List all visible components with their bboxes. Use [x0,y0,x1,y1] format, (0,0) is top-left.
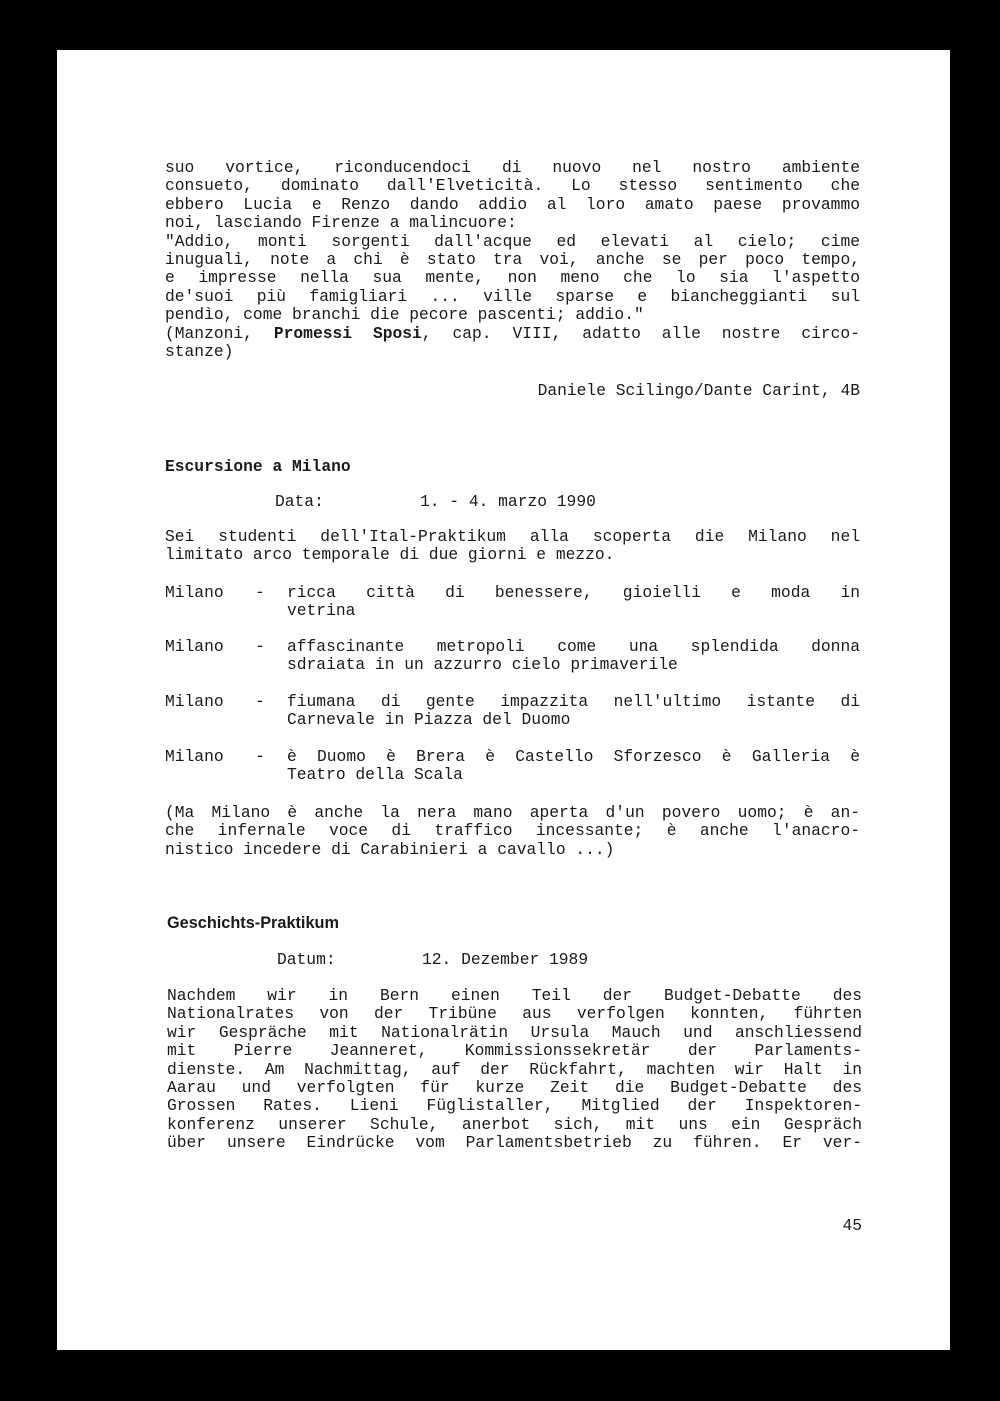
text-line: ebbero Lucia e Renzo dando addio al loro amato paese provammo [165,194,860,214]
text-line: stanze) [165,341,234,361]
author-signature: Daniele Scilingo/Dante Carint, 4B [537,381,860,400]
list-dash: - [255,747,265,766]
text-line: Grossen Rates. Lieni Füglistaller, Mitglied der Inspektoren- [167,1096,862,1116]
list-dash: - [255,692,265,711]
section2-intro [165,528,860,565]
list-text: ricca città di benessere, gioielli e moda in [287,583,860,602]
citation-suffix: , cap. VIII, adatto alle nostre circo- [421,323,860,343]
text-line: e impresse nella sua mente, non meno che lo sia l'aspetto [165,268,860,288]
section-heading: Escursione a Milano [165,457,351,476]
date-value: 12. Dezember 1989 [422,950,589,969]
date-label: Data: [275,492,324,511]
list-text: Carnevale in Piazza del Duomo [287,710,571,730]
text-line: pendìo, come branchi die pecore pascenti; addio." [165,305,644,325]
list-text: vetrina [287,601,356,621]
text-line: (Ma Milano è anche la nera mano aperta d'un povero uomo; è an- [165,803,860,822]
list-text: fiumana di gente impazzita nell'ultimo istante di [287,692,860,711]
list-label: Milano [165,583,224,602]
text-line: über unsere Eindrücke vom Parlamentsbetrieb zu führen. Er ver- [167,1133,862,1153]
citation-line [165,325,860,343]
text-line: noi, lasciando Firenze a malincuore: [165,213,517,233]
page-number: 45 [842,1216,862,1235]
section1-body [165,159,860,361]
text-line: Sei studenti dell'Ital-Praktikum alla scoperta die Milano nel [165,527,860,546]
section2-closing [165,804,860,859]
text-line: limitato arco temporale di due giorni e mezzo. [165,545,615,565]
text-line: Nationalrates von der Tribüne aus verfolgen konnten, führten [167,1004,862,1024]
list-dash: - [255,583,265,602]
text-line: mit Pierre Jeanneret, Kommissionssekretär der Parlaments- [167,1041,862,1061]
list-text: è Duomo è Brera è Castello Sforzesco è Galleria è [287,747,860,766]
text-line: dienste. Am Nachmittag, auf der Rückfahrt, machten wir Halt in [167,1059,862,1079]
text-line: "Addio, monti sorgenti dall'acque ed elevati al cielo; cime [165,231,860,251]
list-label: Milano [165,637,224,656]
list-text: sdraiata in un azzurro cielo primaverile [287,655,678,675]
text-line: Nachdem wir in Bern einen Teil der Budget-Debatte des [167,986,862,1005]
list-label: Milano [165,692,224,711]
list-text: affascinante metropoli come una splendida donna [287,637,860,656]
text-line: inuguali, note a chi è stato tra voi, anche se per poco tempo, [165,249,860,269]
text-line: Aarau und verfolgten für kurze Zeit die Budget-Debatte des [167,1077,862,1097]
date-value: 1. - 4. marzo 1990 [420,492,596,511]
text-line: nistico incedere di Carabinieri a cavallo ...) [165,839,615,859]
text-line: konferenz unserer Schule, anerbot sich, mit uns ein Gespräch [167,1114,862,1134]
section-heading: Geschichts-Praktikum [167,914,339,932]
section3-body [167,987,862,1153]
text-line: che infernale voce di traffico incessante; è anche l'anacro- [165,821,860,841]
text-line: wir Gespräche mit Nationalrätin Ursula Mauch und anschliessend [167,1022,862,1042]
date-label: Datum: [277,950,336,969]
list-label: Milano [165,747,224,766]
list-dash: - [255,637,265,656]
text-line: suo vortice, riconducendoci di nuovo nel nostro ambiente [165,158,860,177]
text-line: consueto, dominato dall'Elveticità. Lo stesso sentimento che [165,176,860,196]
citation-title: Promessi Sposi [273,323,422,343]
text-line: de'suoi più famigliari ... ville sparse e biancheggianti sul [165,286,860,306]
citation-prefix: (Manzoni, [165,323,274,343]
list-text: Teatro della Scala [287,765,463,785]
